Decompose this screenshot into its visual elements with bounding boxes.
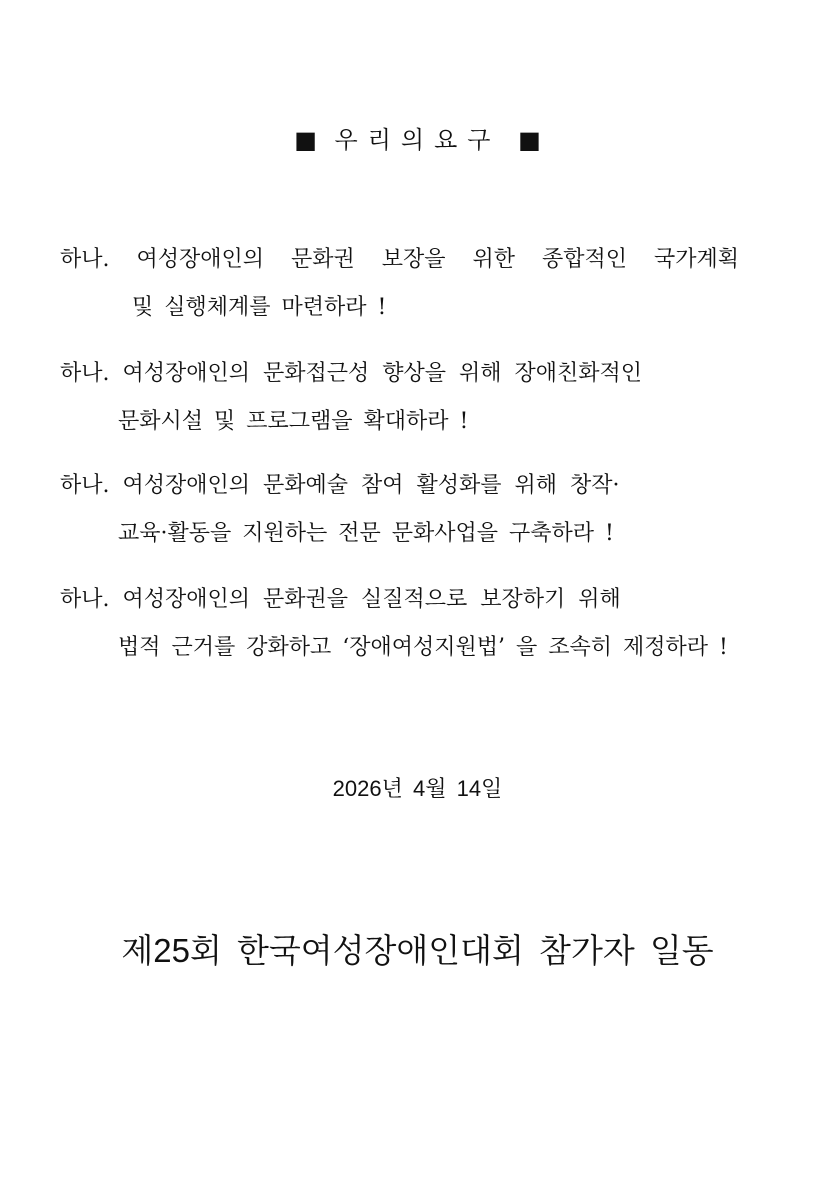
demand-item-4 [60, 582, 800, 666]
demand-line-1: 하나. 여성장애인의 문화권을 실질적으로 보장하기 위해 [60, 587, 621, 612]
demand-item-2 [60, 356, 800, 440]
demand-line-2: 문화시설 및 프로그램을 확대하라 ! [118, 409, 469, 434]
title-text: 우리의요구 [334, 126, 501, 154]
document-date: 2026년 4월 14일 [332, 776, 503, 801]
demand-item-1 [60, 242, 800, 326]
signatory: 제25회 한국여성장애인대회 참가자 일동 [121, 932, 714, 969]
demand-line-1: 하나. 여성장애인의 문화권 보장을 위한 종합적인 국가계획 [60, 247, 740, 272]
demand-line-2: 및 실행체계를 마련하라 ! [132, 295, 387, 320]
demand-item-3 [60, 468, 800, 552]
demand-line-1: 하나. 여성장애인의 문화예술 참여 활성화를 위해 창작· [60, 473, 620, 498]
demand-line-2: 법적 근거를 강화하고 ‘장애여성지원법’ 을 조속히 제정하라 ! [118, 635, 728, 660]
left-square-mark: ■ [294, 126, 317, 154]
right-square-mark: ■ [518, 126, 541, 154]
demand-line-1: 하나. 여성장애인의 문화접근성 향상을 위해 장애친화적인 [60, 361, 643, 386]
page-title [0, 122, 835, 158]
demand-line-2: 교육·활동을 지원하는 전문 문화사업을 구축하라 ! [118, 521, 614, 546]
